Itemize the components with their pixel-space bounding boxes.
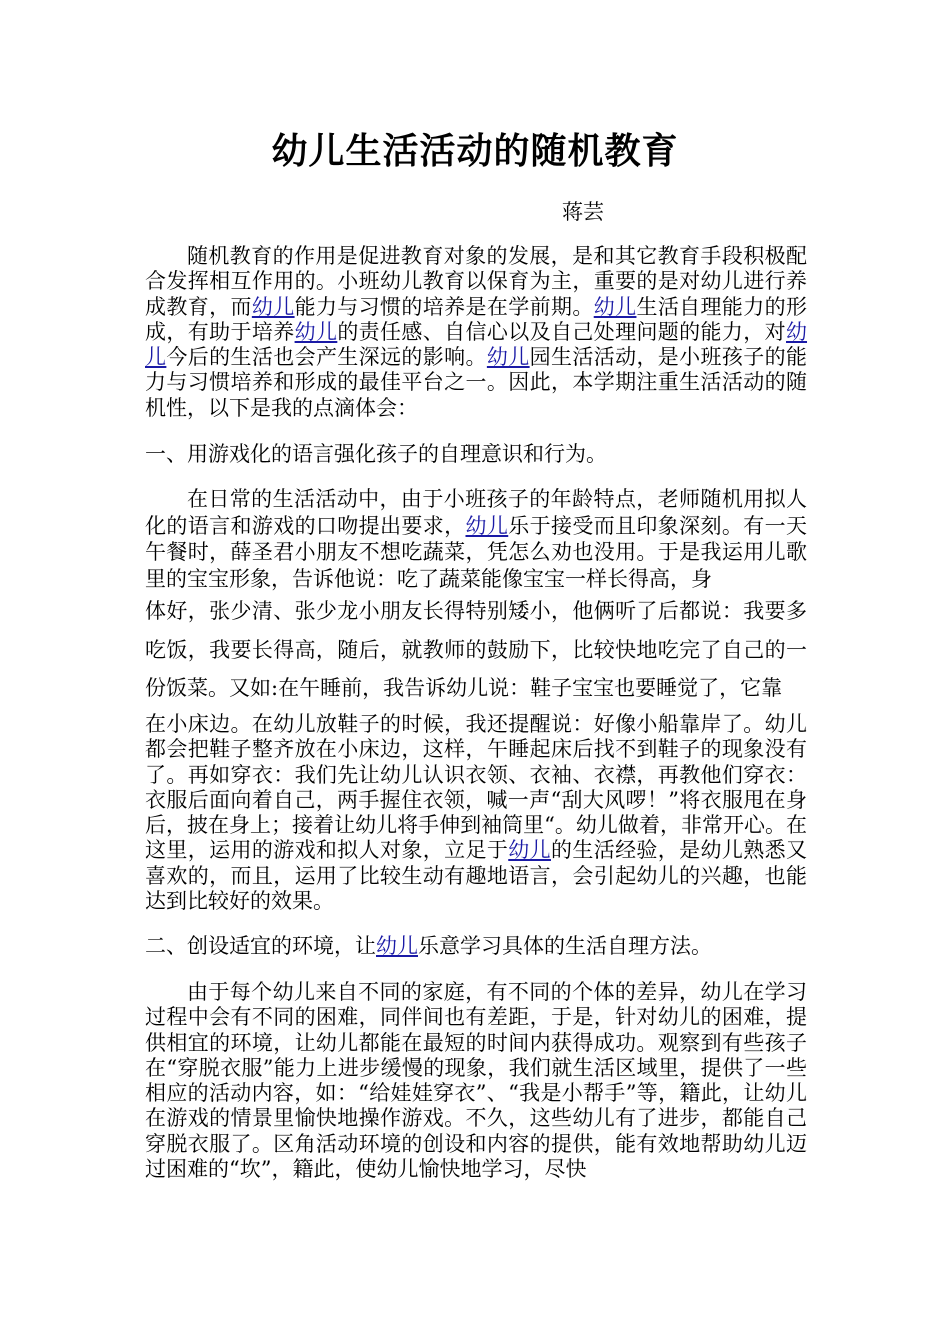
link-youer[interactable]: 幼儿: [145, 319, 808, 370]
section-heading-1: 一、用游戏化的语言强化孩子的自理意识和行为。: [145, 442, 607, 466]
text-run: 能力与习惯的培养是在学前期。: [294, 294, 594, 319]
text-run: 在日常的生活活动中，由于小班孩子的年龄特点，老师随机用拟人化的语言和游戏的口吻提出要求，: [145, 487, 807, 538]
link-youer[interactable]: 幼儿: [251, 294, 295, 319]
link-youer[interactable]: 幼儿: [465, 513, 509, 538]
text-run: 今后的生活也会产生深远的影响。: [166, 345, 487, 370]
author-name: 蒋芸: [562, 200, 604, 224]
text-run: 生活自理能力的形成，有助于培养: [145, 294, 808, 344]
link-youer[interactable]: 幼儿: [376, 934, 418, 958]
text-run: 二、创设适宜的环境，让: [145, 934, 376, 958]
document-title: 幼儿生活活动的随机教育: [271, 130, 679, 172]
section-heading-2: [145, 932, 712, 960]
paragraph-section2: 由于每个幼儿来自不同的家庭，有不同的个体的差异，幼儿在学习过程中会有不同的困难，同伴间也有差距，于是，针对幼儿的困难，提供相宜的环境，让幼儿都能在最短的时间内获得成功。观察到有些孩子在“穿脱衣服”能力上进步缓慢的现象，我们就生活区域里，提供了一些相应的活动内容，如：“给娃娃穿衣”、“我是小帮手”等，籍此，让幼儿在游戏的情景里愉快地操作游戏。不久，这些幼儿有了进步，都能自己穿脱衣服了。区角活动环境的创设和内容的提供，能有效地帮助幼儿迈过困难的“坎”，籍此，使幼儿愉快地学习，尽快: [145, 980, 807, 1182]
text-run: 园生活活动，是小班孩子的能力与习惯培养和形成的最佳平台之一。因此，本学期注重生活活动的随机性，以下是我的点滴体会：: [145, 345, 808, 420]
text-run: 乐于接受而且印象深刻。有一天午餐时，薛圣君小朋友不想吃蔬菜，凭怎么劝也没用。于是我运用儿歌里的宝宝形象，告诉他说：吃了蔬菜能像宝宝一样长得高，身: [145, 513, 807, 591]
text-run: 的生活经验，是幼儿熟悉又喜欢的，而且，运用了比较生动有趣地语言，会引起幼儿的兴趣，也能达到比较好的效果。: [145, 838, 808, 914]
link-youer[interactable]: 幼儿: [593, 294, 637, 319]
text-run: 随机教育的作用是促进教育对象的发展，是和其它教育手段积极配合发挥相互作用的。小班幼儿教育以保育为主，重要的是对幼儿进行养成教育，而: [145, 244, 807, 319]
paragraph-section1-part3: [145, 712, 807, 914]
paragraph-section1-part2: 体好，张少清、张少龙小朋友长得特别矮小，他俩听了后都说：我要多吃饭，我要长得高，随后，就教师的鼓励下，比较快地吃完了自己的一份饭菜。又如:在午睡前，我告诉幼儿说：鞋子宝宝也要睡觉了，它靠: [145, 599, 807, 700]
link-youer[interactable]: 幼儿: [508, 838, 551, 863]
link-youer[interactable]: 幼儿: [294, 319, 338, 344]
text-run: 乐意学习具体的生活自理方法。: [418, 934, 712, 958]
text-run: 的责任感、自信心以及自己处理问题的能力，对: [337, 319, 787, 344]
text-run: 在小床边。在幼儿放鞋子的时候，我还提醒说：好像小船靠岸了。幼儿都会把鞋子整齐放在小床边，这样，午睡起床后找不到鞋子的现象没有了。再如穿衣：我们先让幼儿认识衣领、衣袖、衣襟，再教他们穿衣：衣服后面向着自己，两手握住衣领，喊一声“刮大风啰！”将衣服甩在身后，披在身上；接着让幼儿将手伸到袖筒里“。幼儿做着，非常开心。在这里，运用的游戏和拟人对象，立足于: [145, 712, 807, 863]
link-youer[interactable]: 幼儿: [486, 345, 530, 370]
paragraph-section1-part1: [145, 486, 807, 592]
paragraph-intro: [145, 244, 807, 421]
